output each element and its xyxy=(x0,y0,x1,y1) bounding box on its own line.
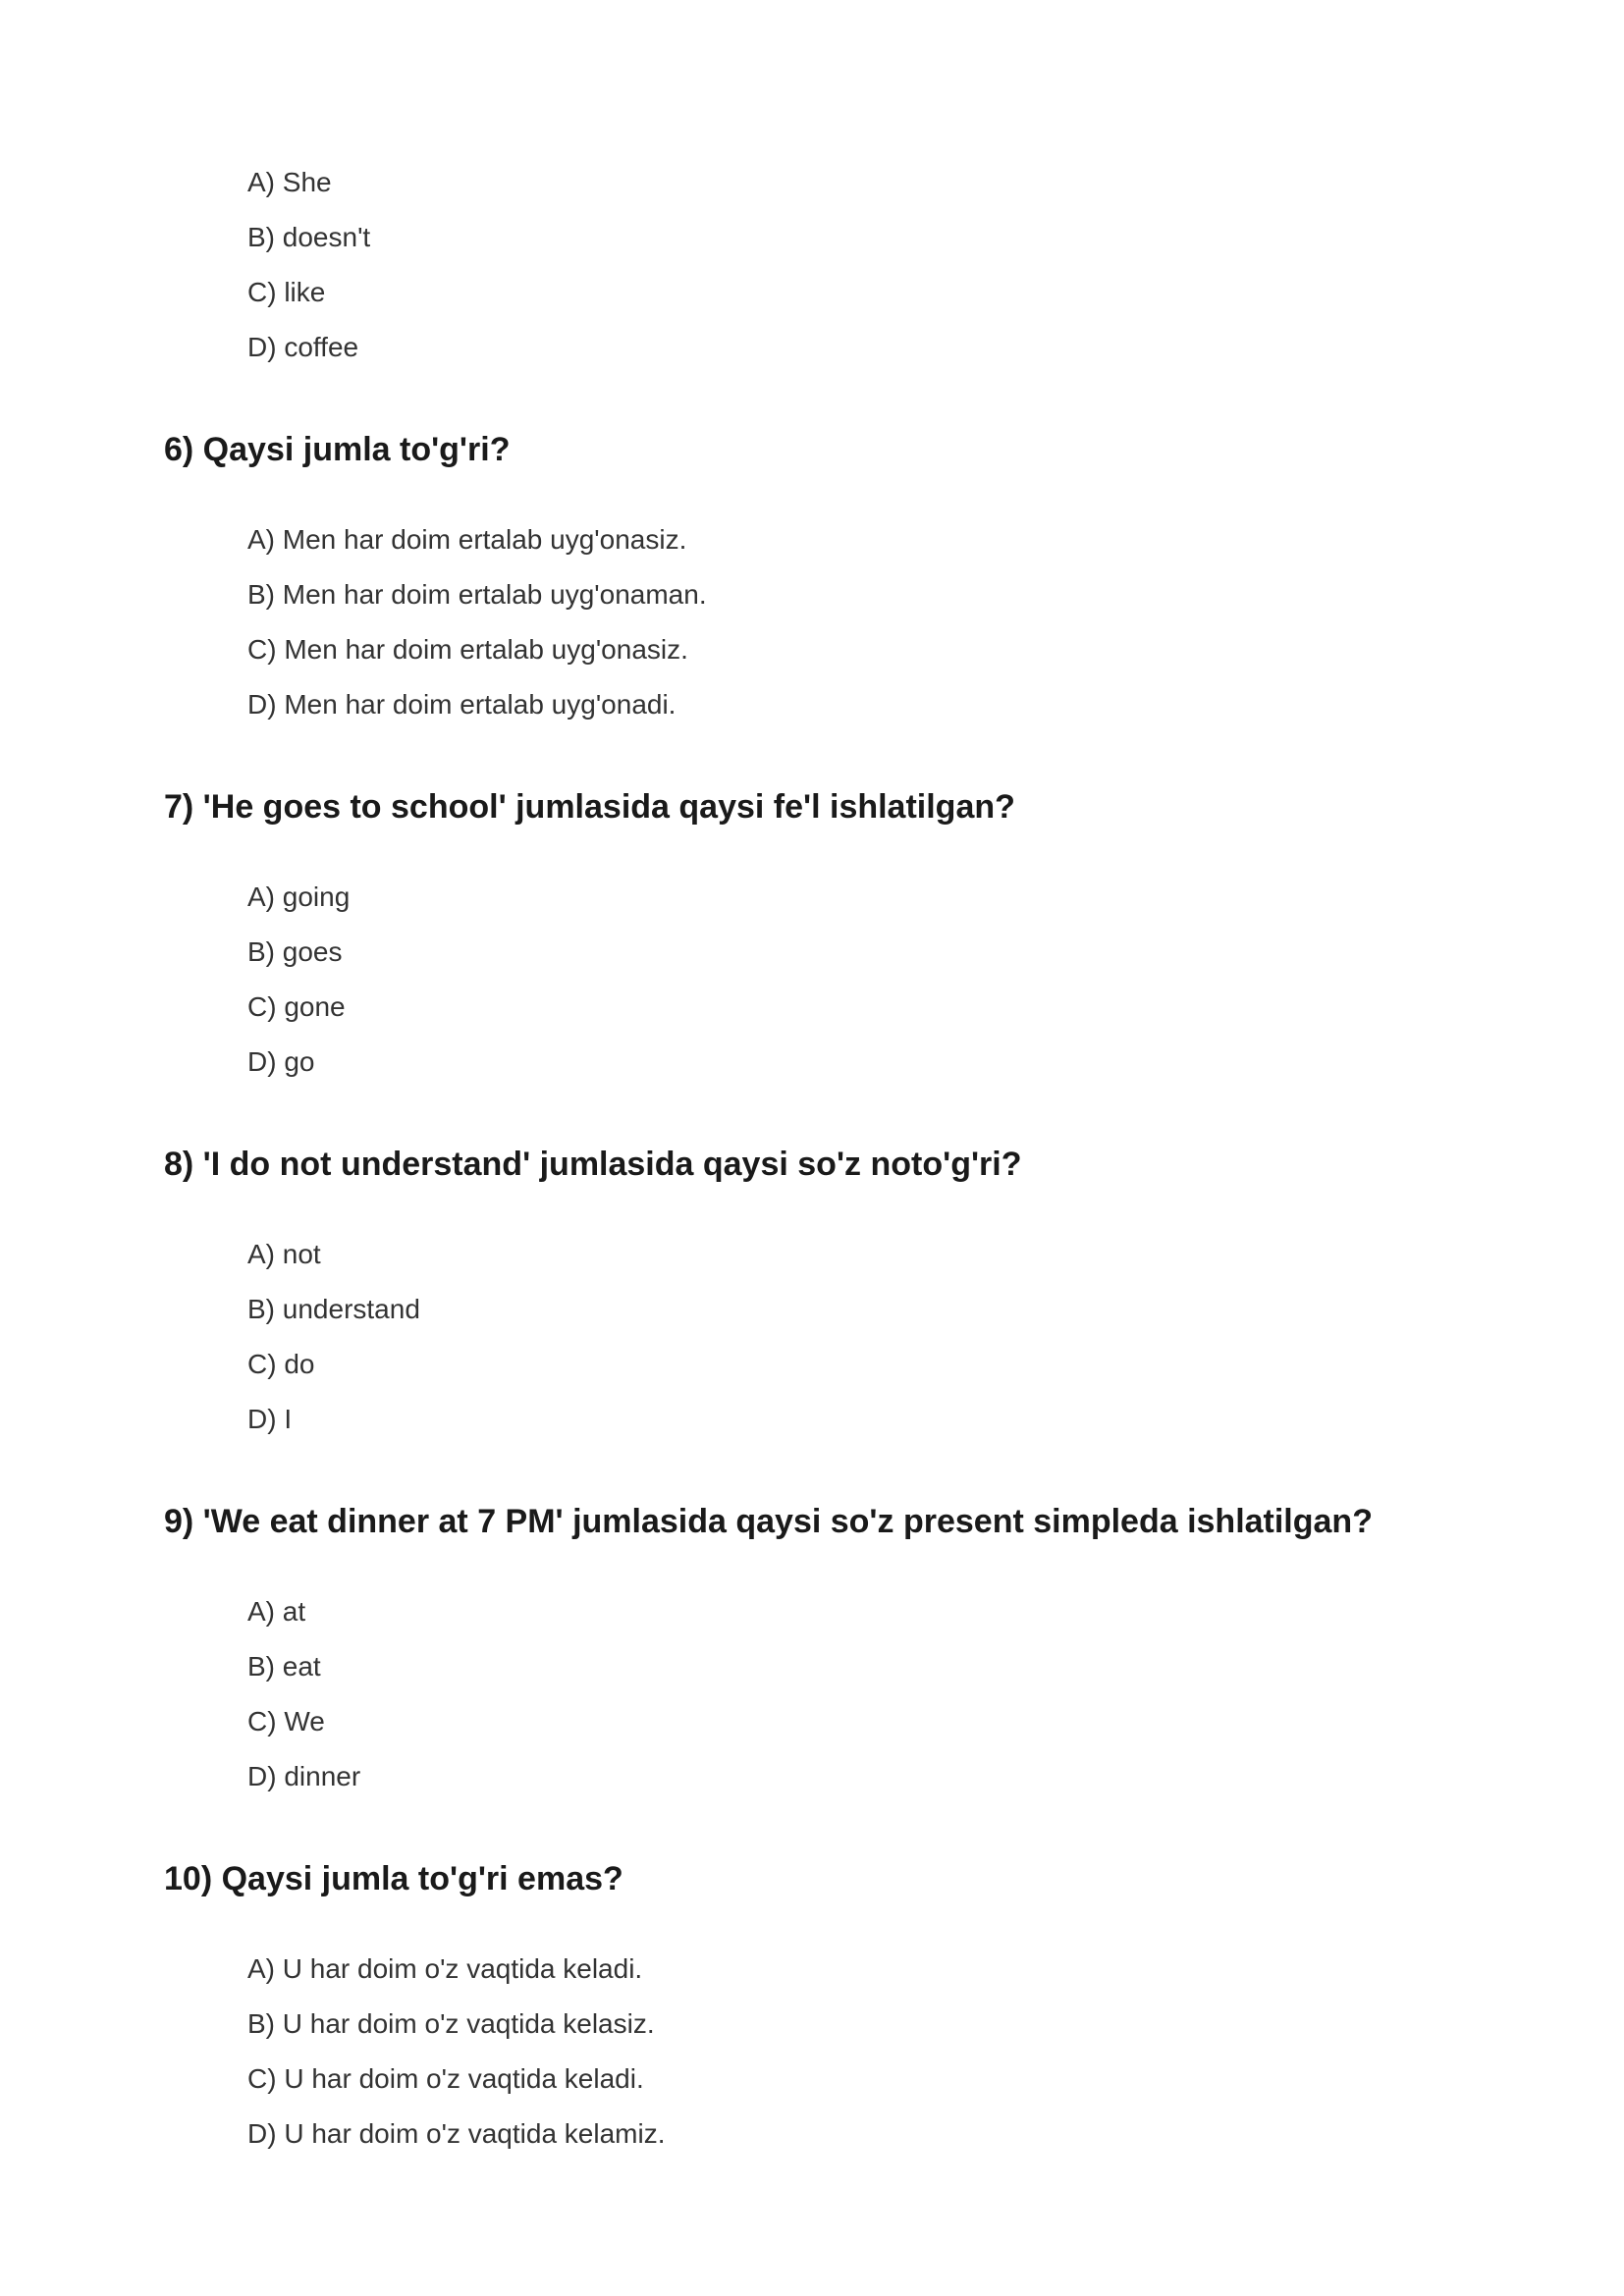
question-6-option-b: B) Men har doim ertalab uyg'onaman. xyxy=(247,579,707,610)
question-7-option-b: B) goes xyxy=(247,936,343,967)
question-8-title: 8) 'I do not understand' jumlasida qaysi so'z noto'g'ri? xyxy=(164,1146,1022,1183)
question-10-option-c: C) U har doim o'z vaqtida keladi. xyxy=(247,2063,644,2094)
option-d: D) coffee xyxy=(247,332,359,362)
question-8-option-b: B) understand xyxy=(247,1294,420,1324)
question-7-option-d: D) go xyxy=(247,1046,315,1077)
question-7-option-a: A) going xyxy=(247,881,351,912)
question-8-option-d: D) I xyxy=(247,1404,293,1434)
question-7-title: 7) 'He goes to school' jumlasida qaysi fe'l ishlatilgan? xyxy=(164,788,1015,826)
question-9-option-a: A) at xyxy=(247,1596,306,1627)
question-8-option-a: A) not xyxy=(247,1239,321,1269)
option-b: B) doesn't xyxy=(247,222,371,252)
question-8-option-c: C) do xyxy=(247,1349,315,1379)
question-9-option-b: B) eat xyxy=(247,1651,321,1682)
question-7-option-c: C) gone xyxy=(247,991,346,1022)
question-10-option-d: D) U har doim o'z vaqtida kelamiz. xyxy=(247,2118,666,2149)
option-a: A) She xyxy=(247,167,332,197)
question-6-title: 6) Qaysi jumla to'g'ri? xyxy=(164,431,511,468)
question-6-option-a: A) Men har doim ertalab uyg'onasiz. xyxy=(247,524,687,555)
question-6-option-c: C) Men har doim ertalab uyg'onasiz. xyxy=(247,634,688,665)
question-9-option-c: C) We xyxy=(247,1706,325,1736)
question-10-title: 10) Qaysi jumla to'g'ri emas? xyxy=(164,1860,623,1897)
question-10-option-b: B) U har doim o'z vaqtida kelasiz. xyxy=(247,2008,655,2039)
option-c: C) like xyxy=(247,277,326,307)
question-6-option-d: D) Men har doim ertalab uyg'onadi. xyxy=(247,689,677,720)
question-9-option-d: D) dinner xyxy=(247,1761,361,1791)
question-9-title: 9) 'We eat dinner at 7 PM' jumlasida qaysi so'z present simpleda ishlatilgan? xyxy=(164,1503,1373,1540)
question-10-option-a: A) U har doim o'z vaqtida keladi. xyxy=(247,1953,643,1984)
